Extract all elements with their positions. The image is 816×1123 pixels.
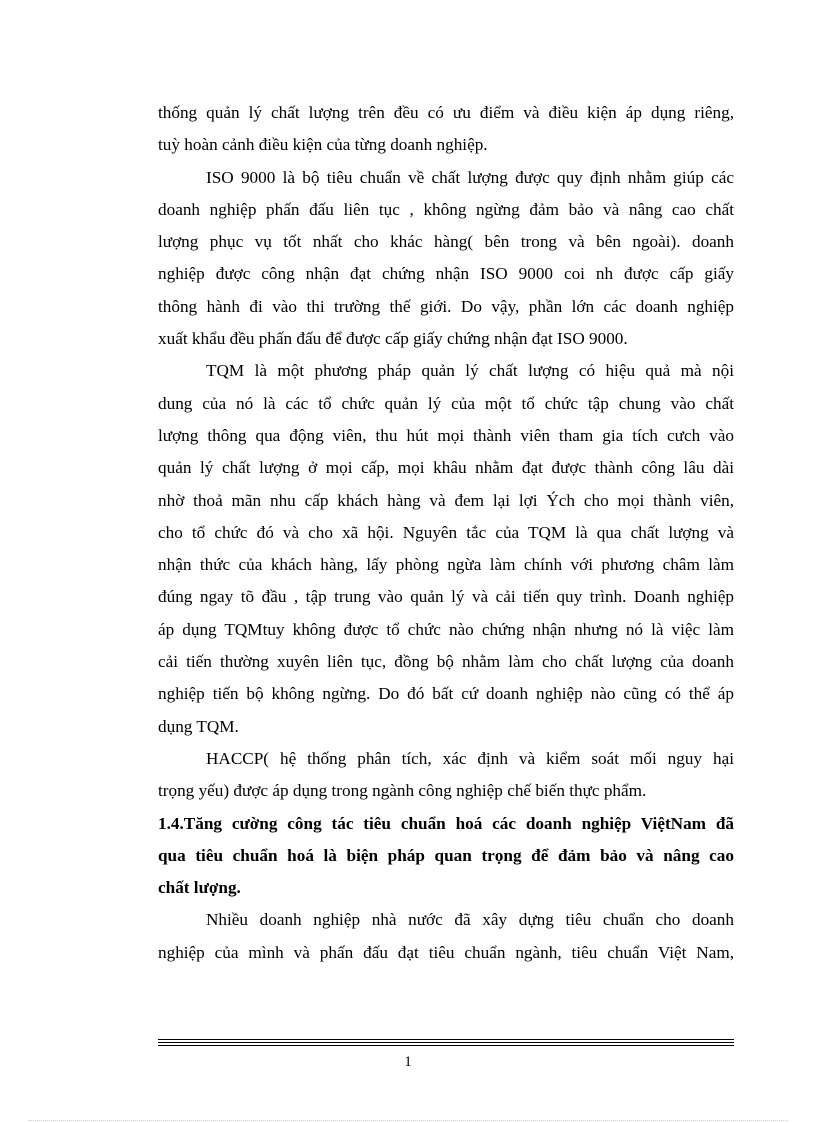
document-body bbox=[158, 97, 734, 969]
text-line: doanh nghiệp phấn đấu liên tục , không ngừng đảm bảo và nâng cao chất bbox=[158, 199, 734, 219]
text-line: áp dụng TQMtuy không được tổ chức nào chứng nhận nhưng nó là việc làm bbox=[158, 619, 734, 639]
text-line: nghiệp của mình và phấn đấu đạt tiêu chuẩn ngành, tiêu chuẩn Việt Nam, bbox=[158, 942, 734, 962]
section-heading-line: 1.4.Tăng cường công tác tiêu chuẩn hoá các doanh nghiệp ViệtNam đã bbox=[158, 813, 734, 833]
text-line: HACCP( hệ thống phân tích, xác định và kiểm soát mối nguy hại bbox=[206, 748, 734, 768]
section-heading-line: chất lượng. bbox=[158, 878, 241, 898]
text-line: nghiệp được công nhận đạt chứng nhận ISO 9000 coi nh được cấp giấy bbox=[158, 264, 734, 284]
text-line: tuỳ hoàn cảnh điều kiện của từng doanh nghiệp. bbox=[158, 135, 488, 155]
text-line: lượng phục vụ tốt nhất cho khác hàng( bên trong và bên ngoài). doanh bbox=[158, 232, 734, 252]
page-boundary bbox=[28, 1120, 788, 1121]
text-line: lượng thông qua động viên, thu hút mọi thành viên tham gia tích cưch vào bbox=[158, 425, 734, 445]
text-line: nhận thức của khách hàng, lấy phòng ngừa làm chính với phương châm làm bbox=[158, 555, 734, 575]
text-line: quản lý chất lượng ở mọi cấp, mọi khâu nhằm đạt được thành công lâu dài bbox=[158, 458, 734, 478]
text-line: nhờ thoả mãn nhu cấp khách hàng và đem lại lợi Ých cho mọi thành viên, bbox=[158, 490, 734, 510]
text-line: xuất khẩu đều phấn đấu để được cấp giấy chứng nhận đạt ISO 9000. bbox=[158, 329, 628, 349]
text-line: Nhiều doanh nghiệp nhà nước đã xây dựng tiêu chuẩn cho doanh bbox=[206, 910, 734, 930]
text-line: ISO 9000 là bộ tiêu chuẩn về chất lượng được quy định nhằm giúp các bbox=[206, 167, 734, 187]
text-line: thông hành đi vào thi trường thế giới. Do vậy, phần lớn các doanh nghiệp bbox=[158, 296, 734, 316]
text-line: trọng yếu) được áp dụng trong ngành công nghiệp chế biến thực phẩm. bbox=[158, 781, 647, 801]
text-line: nghiệp tiến bộ không ngừng. Do đó bất cứ doanh nghiệp nào cũng có thể áp bbox=[158, 684, 734, 704]
text-line: đúng ngay tõ đầu , tập trung vào quản lý và cải tiến quy trình. Doanh nghiệp bbox=[158, 587, 734, 607]
text-line: cho tổ chức đó và cho xã hội. Nguyên tắc của TQM là qua chất lượng và bbox=[158, 522, 734, 542]
footer-rule bbox=[158, 1045, 734, 1046]
page-number: 1 bbox=[404, 1054, 412, 1070]
text-line: dung của nó là các tổ chức quản lý của một tổ chức tập chung vào chất bbox=[158, 393, 734, 413]
section-heading-line: qua tiêu chuẩn hoá là biện pháp quan trọng để đảm bảo và nâng cao bbox=[158, 845, 734, 865]
footer-rule bbox=[158, 1039, 734, 1040]
text-line: TQM là một phương pháp quản lý chất lượng có hiệu quả mà nội bbox=[206, 361, 734, 381]
text-line: thống quản lý chất lượng trên đều có ưu điểm và điều kiện áp dụng riêng, bbox=[158, 103, 734, 122]
text-line: cải tiến thường xuyên liên tục, đồng bộ nhằm làm cho chất lượng của doanh bbox=[158, 652, 734, 672]
footer-rule bbox=[158, 1042, 734, 1043]
text-line: dụng TQM. bbox=[158, 716, 239, 736]
